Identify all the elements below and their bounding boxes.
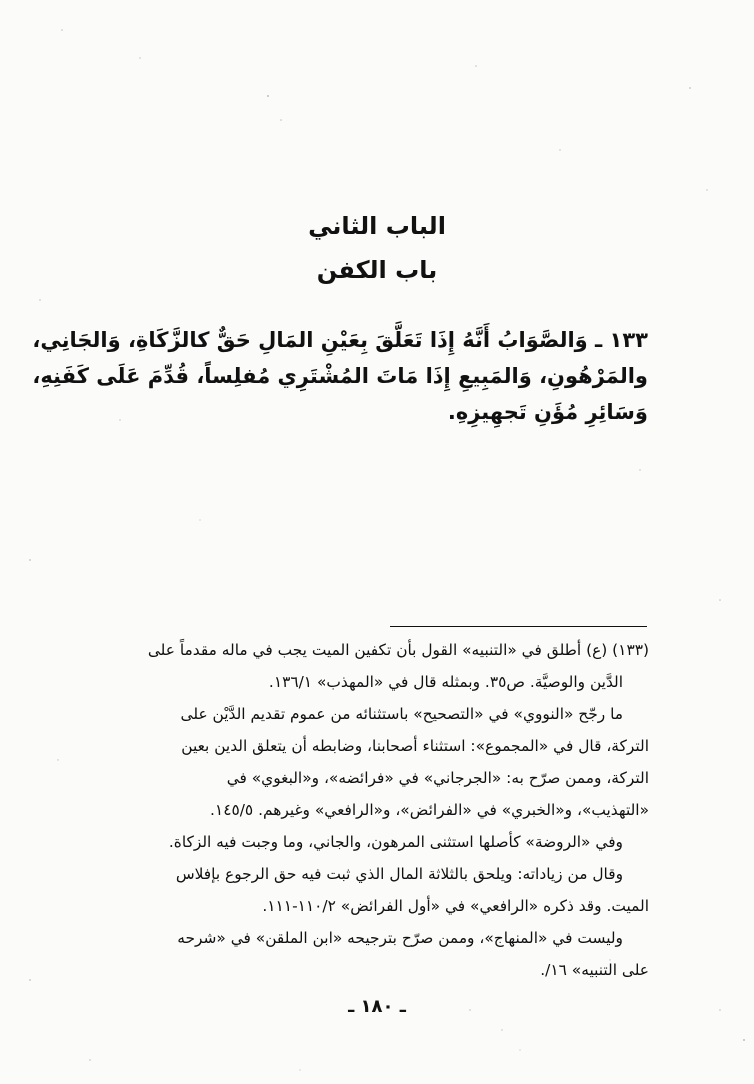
page-number: ـ ١٨٠ ـ: [348, 996, 406, 1017]
footnote-line: الدَّين والوصيَّة. ص٣٥. وبمثله قال في «المهذب» ١٣٦/١.: [268, 673, 623, 691]
main-text-line: والمَرْهُونِ، وَالمَبِيعِ إِذَا مَاتَ المُشْتَرِي مُفلِساً، قُدِّمَ عَلَى كَفَنِهِ،: [32, 364, 648, 388]
footnote-line: (١٣٣) (ع) أطلق في «التنبيه» القول بأن تكفين الميت يجب في ماله مقدماً على: [147, 641, 649, 659]
footnote-line: التركة، قال في «المجموع»: استثناء أصحابنا، وضابطه أن يتعلق الدين بعين: [181, 737, 649, 755]
footnote-line: «التهذيب»، و«الخبري» في «الفرائض»، و«الرافعي» وغيرهم. ١٤٥/٥.: [210, 801, 649, 819]
chapter-subtitle: باب الكفن: [316, 256, 438, 284]
footnote-line: الميت. وقد ذكره «الرافعي» في «أول الفرائض» ١١٠/٢-١١١.: [262, 897, 649, 915]
footnotes: [96, 634, 649, 986]
main-text: [32, 322, 648, 430]
footnote-line: وفي «الروضة» كأصلها استثنى المرهون، والجاني، وما وجبت فيه الزكاة.: [168, 833, 623, 851]
footnote-line: وليست في «المنهاج»، وممن صرّح بترجيحه «ابن الملقن» في «شرحه: [177, 929, 623, 947]
main-text-line: وَسَائِرِ مُؤَنِ تَجهِيزِهِ.: [447, 400, 648, 424]
footnote-line: التركة، وممن صرّح به: «الجرجاني» في «فرائضه»، و«البغوي» في: [226, 769, 649, 787]
footnote-separator: [390, 626, 647, 627]
chapter-title: الباب الثاني: [308, 212, 446, 240]
footnote-line: وقال من زياداته: ويلحق بالثلاثة المال الذي ثبت فيه حق الرجوع بإفلاس: [175, 865, 623, 883]
footnote-line: على التنبيه» ١٦/.: [540, 961, 649, 979]
main-text-line: ١٣٣ ـ وَالصَّوَابُ أَنَّهُ إِذَا تَعَلَّقَ بِعَيْنِ المَالِ حَقٌّ كالزَّكَاةِ، وَالجَانِي،: [32, 328, 648, 352]
footnote-line: ما رجّح «النووي» في «التصحيح» باستثنائه من عموم تقديم الدَّيْن على: [180, 705, 623, 723]
